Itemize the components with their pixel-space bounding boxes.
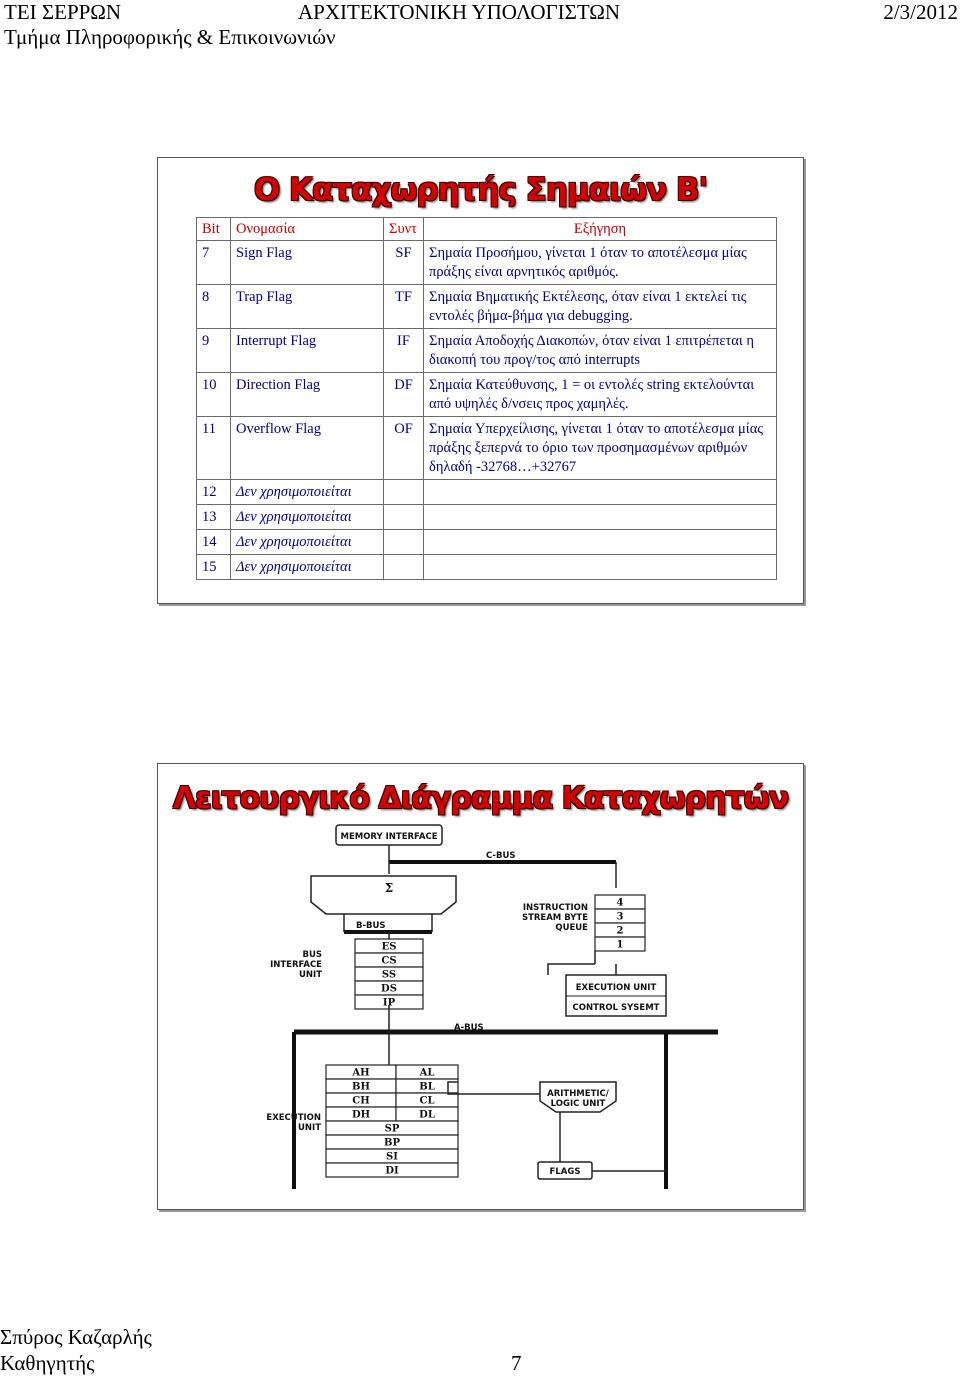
- flag-description: Σημαία Υπερχείλισης, γίνεται 1 όταν το αποτέλεσμα μίας πράξης ξεπερνά το όριο των προσημασμένων αριθμών δηλαδή -32768…+32767: [424, 417, 777, 480]
- flags-label: FLAGS: [549, 1167, 581, 1177]
- pointer-register: DI: [385, 1165, 399, 1177]
- instruction-queue-label-3: QUEUE: [555, 923, 588, 933]
- flag-abbr: [384, 530, 424, 555]
- flag-row: [197, 373, 777, 417]
- instruction-queue: [595, 895, 645, 951]
- instruction-queue-label-2: STREAM BYTE: [521, 913, 588, 923]
- execution-unit-label-1: EXECUTION: [266, 1113, 321, 1123]
- memory-interface-label: MEMORY INTERFACE: [340, 832, 438, 842]
- general-register-high: BH: [352, 1081, 370, 1093]
- flag-bit: 8: [197, 285, 231, 329]
- general-register-high: AH: [352, 1067, 370, 1079]
- segment-register: IP: [382, 997, 396, 1009]
- flag-row: [197, 241, 777, 285]
- segment-register: SS: [381, 969, 397, 981]
- pointer-register: SI: [386, 1151, 398, 1163]
- author-name: Σπύρος Καζαρλής: [0, 1325, 152, 1349]
- flag-description: Σημαία Προσήμου, γίνεται 1 όταν το αποτέλεσμα μίας πράξης είναι αρνητικός αριθμός.: [424, 241, 777, 285]
- flag-description: Σημαία Αποδοχής Διακοπών, όταν είναι 1 επιτρέπεται η διακοπή του προγ/τος από interrupts: [424, 329, 777, 373]
- execution-control-label-1: EXECUTION UNIT: [575, 983, 657, 993]
- flag-name: Sign Flag: [231, 241, 384, 285]
- bus-interface-label-1: BUS: [302, 950, 322, 960]
- flag-name: Δεν χρησιμοποιείται: [231, 480, 384, 505]
- flag-abbr: TF: [384, 285, 424, 329]
- b-bus-label: B-BUS: [356, 921, 386, 931]
- flag-row: [197, 555, 777, 580]
- flag-description: [424, 505, 777, 530]
- alu-label-1: ARITHMETIC/: [547, 1089, 609, 1099]
- flag-abbr: OF: [384, 417, 424, 480]
- flag-bit: 13: [197, 505, 231, 530]
- sigma-label: Σ: [384, 881, 394, 895]
- flag-name: Trap Flag: [231, 285, 384, 329]
- slide-title: Ο Καταχωρητής Σημαιών Β': [253, 172, 708, 208]
- flag-row: [197, 480, 777, 505]
- course-title: ΑΡΧΙΤΕΚΤΟΝΙΚΗ ΥΠΟΛΟΓΙΣΤΩΝ: [298, 0, 621, 24]
- flag-row: [197, 329, 777, 373]
- c-bus-label: C-BUS: [486, 851, 516, 861]
- flag-bit: 12: [197, 480, 231, 505]
- flags-table-body: [197, 218, 777, 580]
- a-bus-label: A-BUS: [454, 1023, 484, 1033]
- general-register-high: CH: [352, 1095, 370, 1107]
- slide-flags-register: [157, 157, 804, 604]
- flag-row: [197, 285, 777, 329]
- flag-name: Δεν χρησιμοποιείται: [231, 505, 384, 530]
- general-register-low: CL: [419, 1095, 435, 1107]
- column-header-abbr: Συντ: [384, 218, 424, 241]
- segment-register-stack: [355, 939, 423, 1009]
- slide-register-diagram: [157, 763, 804, 1210]
- column-header-name: Ονομασία: [231, 218, 384, 241]
- page-number: 7: [511, 1351, 522, 1375]
- execution-control-label-2: CONTROL SYSEMT: [572, 1003, 660, 1013]
- general-register-low: AL: [419, 1067, 435, 1079]
- flag-row: [197, 505, 777, 530]
- general-register-low: BL: [419, 1081, 435, 1093]
- queue-byte: 1: [616, 939, 624, 951]
- flag-name: Overflow Flag: [231, 417, 384, 480]
- bus-interface-label-2: INTERFACE: [270, 960, 322, 970]
- segment-register: ES: [381, 941, 397, 953]
- flag-abbr: [384, 505, 424, 530]
- header-date: 2/3/2012: [883, 0, 958, 24]
- flag-bit: 7: [197, 241, 231, 285]
- flag-abbr: [384, 555, 424, 580]
- column-header-description: Εξήγηση: [424, 218, 777, 241]
- general-register-low: DL: [419, 1109, 435, 1121]
- slide-title: Λειτουργικό Διάγραμμα Καταχωρητών: [172, 781, 789, 816]
- flag-abbr: IF: [384, 329, 424, 373]
- general-register-high: DH: [351, 1109, 371, 1121]
- institution-name: ΤΕΙ ΣΕΡΡΩΝ: [4, 0, 122, 24]
- pointer-register: BP: [384, 1137, 400, 1149]
- flag-bit: 9: [197, 329, 231, 373]
- queue-byte: 2: [616, 925, 624, 937]
- flag-description: Σημαία Κατεύθυνσης, 1 = οι εντολές string εκτελούνται από υψηλές δ/νσεις προς χαμηλές.: [424, 373, 777, 417]
- segment-register: CS: [381, 955, 397, 967]
- flag-name: Δεν χρησιμοποιείται: [231, 555, 384, 580]
- queue-byte: 4: [616, 897, 624, 909]
- flag-abbr: [384, 480, 424, 505]
- department-name: Τμήμα Πληροφορικής & Επικοινωνιών: [4, 25, 336, 49]
- flag-bit: 11: [197, 417, 231, 480]
- address-adder: [311, 876, 456, 914]
- flag-abbr: SF: [384, 241, 424, 285]
- flag-name: Δεν χρησιμοποιείται: [231, 530, 384, 555]
- register-diagram: [158, 764, 803, 1209]
- bus-interface-label-3: UNIT: [299, 970, 322, 980]
- table-header-row: [197, 218, 777, 241]
- general-register-file: [326, 1065, 458, 1121]
- flag-description: [424, 530, 777, 555]
- instruction-queue-label-1: INSTRUCTION: [522, 903, 588, 913]
- flag-description: Σημαία Βηματικής Εκτέλεσης, όταν είναι 1 εκτελεί τις εντολές βήμα-βήμα για debugging.: [424, 285, 777, 329]
- flag-row: [197, 530, 777, 555]
- segment-register: DS: [381, 983, 397, 995]
- queue-byte: 3: [616, 911, 624, 923]
- alu-label-2: LOGIC UNIT: [550, 1099, 606, 1109]
- author-role: Καθηγητής: [0, 1351, 95, 1375]
- flag-name: Interrupt Flag: [231, 329, 384, 373]
- flag-bit: 14: [197, 530, 231, 555]
- flag-bit: 15: [197, 555, 231, 580]
- flag-bit: 10: [197, 373, 231, 417]
- pointer-register: SP: [384, 1123, 400, 1135]
- flag-description: [424, 555, 777, 580]
- flag-abbr: DF: [384, 373, 424, 417]
- flag-name: Direction Flag: [231, 373, 384, 417]
- flags-table: [196, 217, 777, 580]
- flag-description: [424, 480, 777, 505]
- pointer-register-stack: [326, 1121, 458, 1177]
- execution-unit-label-2: UNIT: [298, 1123, 321, 1133]
- flag-row: [197, 417, 777, 480]
- column-header-bit: Bit: [197, 218, 231, 241]
